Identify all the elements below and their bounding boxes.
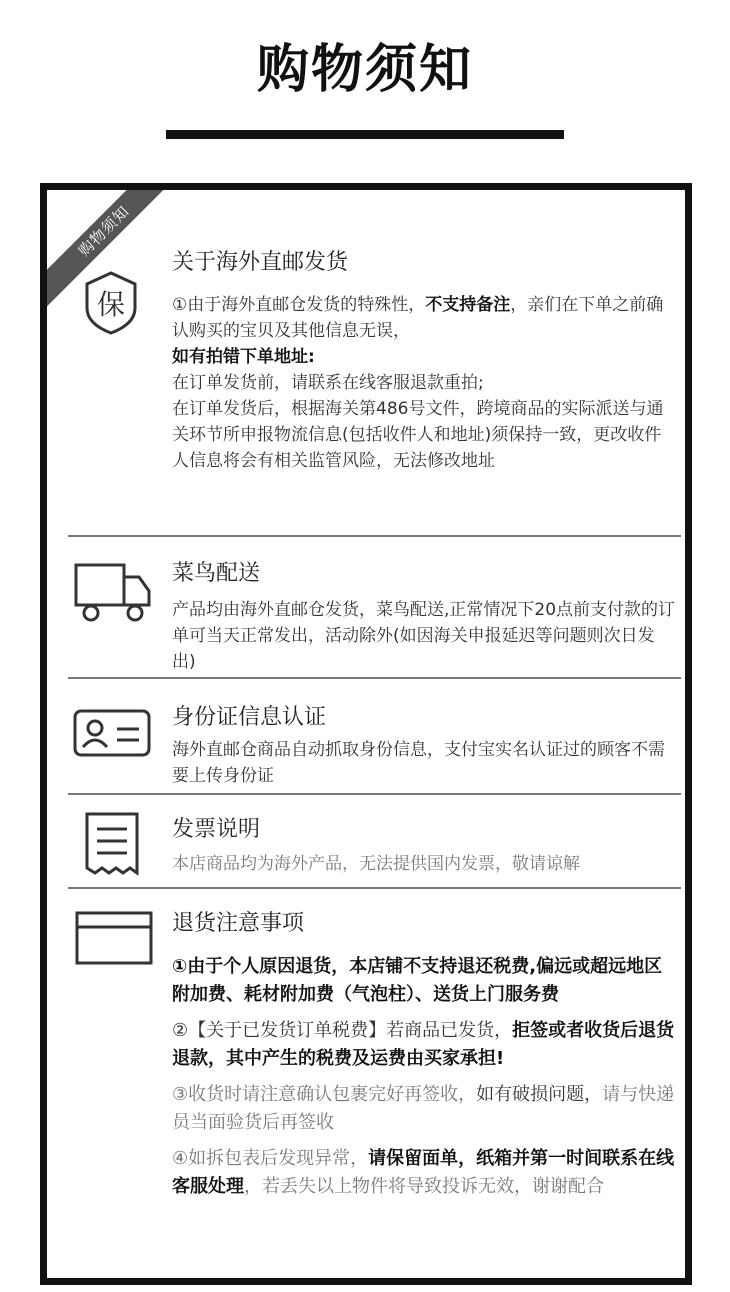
return-rule-3: ③收货时请注意确认包裹完好再签收， (172, 1084, 477, 1105)
body-text: 在订单发货后，根据海关第486号文件，跨境商品的实际派送与通关环节所申报物流信息(包括收件人和地址)须保持一致，更改收件人信息将会有相关监管风险，无法修改地址 (172, 399, 664, 471)
return-rule-4-tail: ，若丢失以上物件将导致投诉无效，谢谢配合 (244, 1176, 604, 1197)
body-bold-heading: 如有拍错下单地址: (172, 347, 315, 367)
title-underline (166, 130, 564, 139)
return-rule-4: ④如拆包表后发现异常， (172, 1148, 369, 1169)
truck-icon (73, 561, 153, 625)
section-invoice (47, 795, 685, 887)
section-title: 菜鸟配送 (172, 561, 261, 586)
return-rule-4-bold: 请保留面单，纸箱并第一时间联系在线客服处理 (172, 1148, 675, 1197)
section-body: 海外直邮仓商品自动抓取身份信息，支付宝实名认证过的顾客不需要上传身份证 (172, 740, 665, 786)
body-text: ①由于海外直邮仓发货的特殊性， (172, 295, 426, 315)
body-text: 在订单发货前，请联系在线客服退款重拍; (172, 373, 484, 393)
shield-icon-glyph: 保 (96, 288, 126, 321)
receipt-icon (83, 811, 141, 877)
return-rule-2: ②【关于已发货订单税费】若商品已发货， (172, 1020, 513, 1041)
section-body: 产品均由海外直邮仓发货，菜鸟配送,正常情况下20点前支付款的订单可当天正常发出，活动除外(如因海关申报延迟等问题则次日发出) (172, 600, 676, 672)
return-rule-2-bold: 拒签或者收货后退货退款，其中产生的税费及运费由买家承担! (172, 1020, 675, 1069)
return-rule-1: ①由于个人原因退货，本店铺不支持退还税费,偏远或超远地区附加费、耗材附加费（气泡柱）、送货上门服务费 (172, 956, 663, 1005)
id-card-icon (73, 709, 151, 757)
corner-ribbon: 购物须知 (40, 183, 180, 307)
section-title: 身份证信息认证 (172, 705, 327, 730)
section-returns (47, 889, 685, 1274)
section-title: 发票说明 (172, 817, 261, 842)
return-rule-3-emph: 如有破损问题， (476, 1084, 603, 1105)
return-rule-3-tail: 请与快递员当面验货后再签收 (172, 1084, 675, 1133)
notice-card (40, 183, 692, 1285)
section-id-verification (47, 679, 685, 793)
page-title: 购物须知 (256, 40, 473, 100)
body-bold: 不支持备注 (425, 295, 511, 315)
section-body: 本店商品均为海外产品，无法提供国内发票，敬请谅解 (172, 854, 580, 874)
section-body (172, 292, 677, 474)
body-text: ，亲们在下单之前确认购买的宝贝及其他信息无误， (172, 295, 664, 341)
box-icon (75, 911, 153, 965)
section-overseas-shipping (47, 190, 685, 535)
shield-icon (83, 270, 139, 336)
section-title: 退货注意事项 (172, 911, 305, 936)
section-body (172, 953, 677, 1209)
section-title: 关于海外直邮发货 (172, 250, 349, 275)
section-cainiao-delivery (47, 537, 685, 677)
